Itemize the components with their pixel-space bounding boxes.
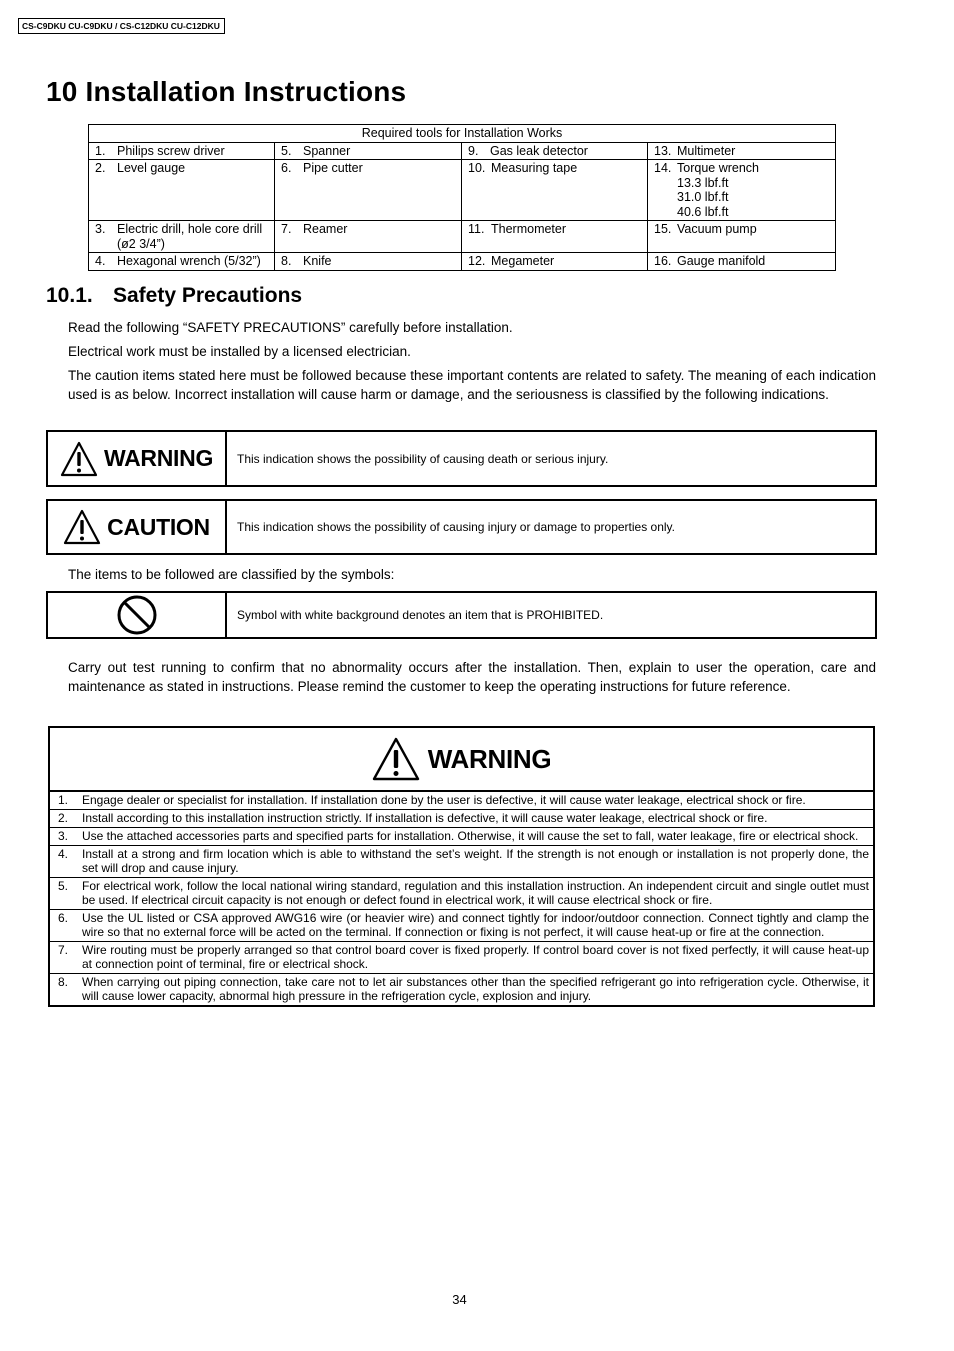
warning-triangle-icon	[60, 441, 98, 477]
warning-item: 1. Engage dealer or specialist for installation. If installation done by the user is defective, it will cause water leakage, electrical shock or fire.	[50, 791, 873, 809]
warning-item: 6. Use the UL listed or CSA approved AWG16 wire (or heavier wire) and connect tightly for indoor/outdoor connection. Connect tightly and clamp the wire so that no external force will be acted on the terminal. If connection or fixing is not perfect, it will cause heat-up or fire at the connection.	[50, 909, 873, 941]
page-number: 34	[452, 1292, 467, 1307]
tool-cell: 16. Gauge manifold	[648, 253, 836, 271]
warning-list-header	[50, 728, 873, 791]
caution-label: CAUTION	[107, 513, 210, 540]
prohibited-symbol-box	[46, 591, 877, 639]
warning-item: 7. Wire routing must be properly arranged so that control board cover is fixed properly. If control board cover is not fixed perfectly, it will cause heat-up at connection point of terminal, fire or electrical shock.	[50, 941, 873, 973]
caution-indication-box	[46, 499, 877, 555]
warning-item: 3. Use the attached accessories parts and specified parts for installation. Otherwise, it will cause the set to fall, water leakage, fire or electrical shock.	[50, 827, 873, 845]
section-title: Safety Precautions	[113, 284, 303, 307]
section-heading	[46, 284, 302, 308]
tools-table	[88, 124, 836, 271]
warning-description: This indication shows the possibility of causing death or serious injury.	[237, 451, 609, 466]
warning-triangle-icon	[372, 737, 420, 781]
tool-cell: 4. Hexagonal wrench (5/32”)	[89, 253, 275, 271]
prohibited-icon	[116, 594, 158, 636]
warning-item: 8. When carrying out piping connection, take care not to let air substances other than the specified refrigerant go into refrigeration cycle. Otherwise, it will cause lower capacity, abnormal high pressure in the refrigeration cycle, explosion and injury.	[50, 973, 873, 1005]
caution-triangle-icon	[63, 509, 101, 545]
tool-cell: 8. Knife	[275, 253, 462, 271]
intro-paragraph: Read the following “SAFETY PRECAUTIONS” carefully before installation.	[68, 320, 513, 335]
table-row	[89, 142, 836, 160]
torque-value: 40.6 lbf.ft	[677, 204, 729, 219]
symbols-intro: The items to be followed are classified by the symbols:	[68, 567, 395, 582]
tool-cell: 1. Philips screw driver	[89, 142, 275, 160]
test-run-paragraph: Carry out test running to confirm that no abnormality occurs after the installation. Then, explain to user the operation, care and maintenance as stated in instructions. Please remind the customer to keep the operating instructions for future reference.	[68, 660, 876, 694]
warning-list-label: WARNING	[427, 743, 552, 774]
table-row	[89, 221, 836, 253]
model-number-header: CS-C9DKU CU-C9DKU / CS-C12DKU CU-C12DKU	[18, 18, 225, 34]
tool-cell: 3. Electric drill, hole core drill (ø2 3/4”)	[89, 221, 275, 253]
warning-indication-box	[46, 430, 877, 487]
intro-paragraph: The caution items stated here must be followed because these important contents are related to safety. The meaning of each indication used is as below. Incorrect installation will cause harm or damage, and the seriousness is classified by the following indications.	[68, 368, 876, 402]
tool-cell: 13. Multimeter	[648, 142, 836, 160]
warning-item: 5. For electrical work, follow the local national wiring standard, regulation and this installation instruction. An independent circuit and single outlet must be used. If electrical circuit capacity is not enough or defect found in electrical work, it will cause electrical shock or fire.	[50, 877, 873, 909]
tools-table-caption: Required tools for Installation Works	[89, 125, 836, 143]
torque-value: 31.0 lbf.ft	[677, 190, 729, 204]
page-title: 10 Installation Instructions	[46, 76, 407, 107]
warning-sign	[48, 432, 227, 485]
warning-item: 2. Install according to this installation instruction strictly. If installation is defective, it will cause water leakage, electrical shock or fire.	[50, 809, 873, 827]
table-row	[89, 253, 836, 271]
tool-cell: 5. Spanner	[275, 142, 462, 160]
tool-cell: 6. Pipe cutter	[275, 160, 462, 221]
table-row	[89, 160, 836, 221]
torque-value: 13.3 lbf.ft	[677, 175, 729, 190]
caution-description: This indication shows the possibility of causing injury or damage to properties only.	[237, 520, 675, 534]
tool-cell: 15. Vacuum pump	[648, 221, 836, 253]
prohibited-description: Symbol with white background denotes an item that is PROHIBITED.	[237, 608, 604, 622]
tool-cell: 11. Thermometer	[462, 221, 648, 253]
warning-item: 4. Install at a strong and firm location which is able to withstand the set’s weight. If the strength is not enough or installation is not properly done, the set will drop and cause injury.	[50, 845, 873, 877]
caution-sign	[48, 501, 227, 553]
tool-cell: 9. Gas leak detector	[462, 142, 648, 160]
tool-cell: 12. Megameter	[462, 253, 648, 271]
warning-label: WARNING	[103, 445, 214, 471]
warning-list-table	[48, 726, 875, 1007]
section-number: 10.1.	[46, 284, 93, 307]
intro-paragraph: Electrical work must be installed by a licensed electrician.	[68, 344, 411, 359]
tool-cell: 14. Torque wrench 13.3 lbf.ft 31.0 lbf.ft 40.6 lbf.ft	[648, 160, 836, 221]
tool-cell: 10. Measuring tape	[462, 160, 648, 221]
tool-cell: 7. Reamer	[275, 221, 462, 253]
tool-cell: 2. Level gauge	[89, 160, 275, 221]
